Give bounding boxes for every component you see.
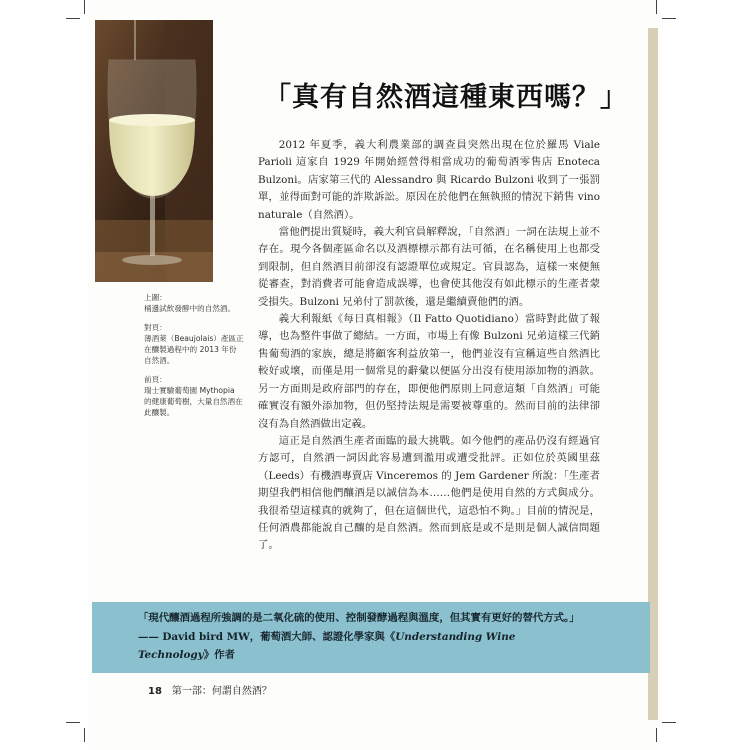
caption-heading: 前頁： xyxy=(144,375,167,384)
caption-opposite xyxy=(144,322,244,366)
wine-glass-photo xyxy=(95,20,213,282)
caption-text: 桶邊試飲發酵中的自然酒。 xyxy=(144,304,236,313)
crop-mark xyxy=(84,0,85,14)
article-body xyxy=(258,137,600,555)
quote-book-title: Understanding Wine Technology xyxy=(138,630,516,661)
crop-mark xyxy=(66,18,80,19)
paragraph: 2012 年夏季，義大利農業部的調查員突然出現在位於羅馬 Viale Parioli 這家自 1929 年開始經營得相當成功的葡萄酒零售店 Enoteca Bulzoni。店家第三代的 Alessandro 與 Ricardo Bulzoni 收到了一張罰單，並得面對可能的詐欺訴訟。原因在於他們在無執照的情況下銷售 vino naturale（自然酒）。 xyxy=(258,139,600,221)
crop-mark xyxy=(84,728,85,742)
quote-attribution-end: 》作者 xyxy=(203,649,235,661)
crop-mark xyxy=(662,722,676,723)
caption-text: 瑞士實驗葡萄園 Mythopia 的健康葡萄樹，大量自然酒在此釀製。 xyxy=(144,386,243,417)
page-number: 18 xyxy=(148,686,162,697)
page-footer xyxy=(148,682,272,697)
caption-previous xyxy=(144,374,244,418)
crop-mark xyxy=(656,728,657,742)
quote-attribution: —— David bird MW，葡萄酒大師、認證化學家與《 xyxy=(138,630,396,643)
quote-text: 「現代釀酒過程所強調的是二氧化硫的使用、控制發酵過程與溫度，但其實有更好的替代方式。」 xyxy=(138,612,580,624)
crop-mark xyxy=(66,722,80,723)
crop-mark xyxy=(656,0,657,14)
caption-above xyxy=(144,292,244,314)
paragraph: 義大利報紙《每日真相報》（Il Fatto Quotidiano）當時對此做了報導，也為整件事做了總結。一方面，市場上有像 Bulzoni 兄弟這樣三代銷售葡萄酒的家族，總是將顧客利益放第一，他們並沒有宣稱這些自然酒比較好或壞，而僅是用一個常見的辭彙以便區分出沒有使用添加物的酒款。另一方面則是政府部門的存在，即便他們原則上同意這類「自然酒」可能確實沒有額外添加物，但仍堅持法規是需要被尊重的。然而目前的法律卻沒有為自然酒做出定義。 xyxy=(258,313,600,430)
paragraph: 這正是自然酒生產者面臨的最大挑戰。如今他們的產品仍沒有經過官方認可，自然酒一詞因此容易遭到濫用或遭受批評。正如位於英國里茲（Leeds）有機酒專賣店 Vinceremos 的 Jem Gardener 所說：「生產者期望我們相信他們釀酒是以誠信為本……他們是使用自然的方式與成分。我很希望這樣真的就夠了，但在這個世代，這恐怕不夠。」目前的情況是，任何酒農都能說自己釀的是自然酒。然而到底是或不是則是個人誠信問題了。 xyxy=(258,434,600,552)
caption-text: 薄酒萊（Beaujolais）產區正在釀製過程中的 2013 年份自然酒。 xyxy=(144,334,244,365)
chapter-title: 「真有自然酒這種東西嗎？」 xyxy=(264,82,628,113)
pull-quote xyxy=(138,609,588,665)
crop-mark xyxy=(662,18,676,19)
caption-heading: 對頁： xyxy=(144,323,167,332)
caption-heading: 上圖： xyxy=(144,293,167,302)
section-name: 第一部：何謂自然酒？ xyxy=(171,686,272,697)
photo-captions xyxy=(144,292,244,426)
paragraph: 當他們提出質疑時，義大利官員解釋說，「自然酒」一詞在法規上並不存在。現今各個產區命名以及酒標標示都有法可循，在名稱使用上也都受到限制，但自然酒目前卻沒有認證單位或規定。官員認為，這樣一來便無從審查，對消費者可能會造成誤導，也會使其他沒有如此標示的生產者蒙受損失。Bulzoni 兄弟付了罰款後，還是繼續賣他們的酒。 xyxy=(258,226,600,308)
